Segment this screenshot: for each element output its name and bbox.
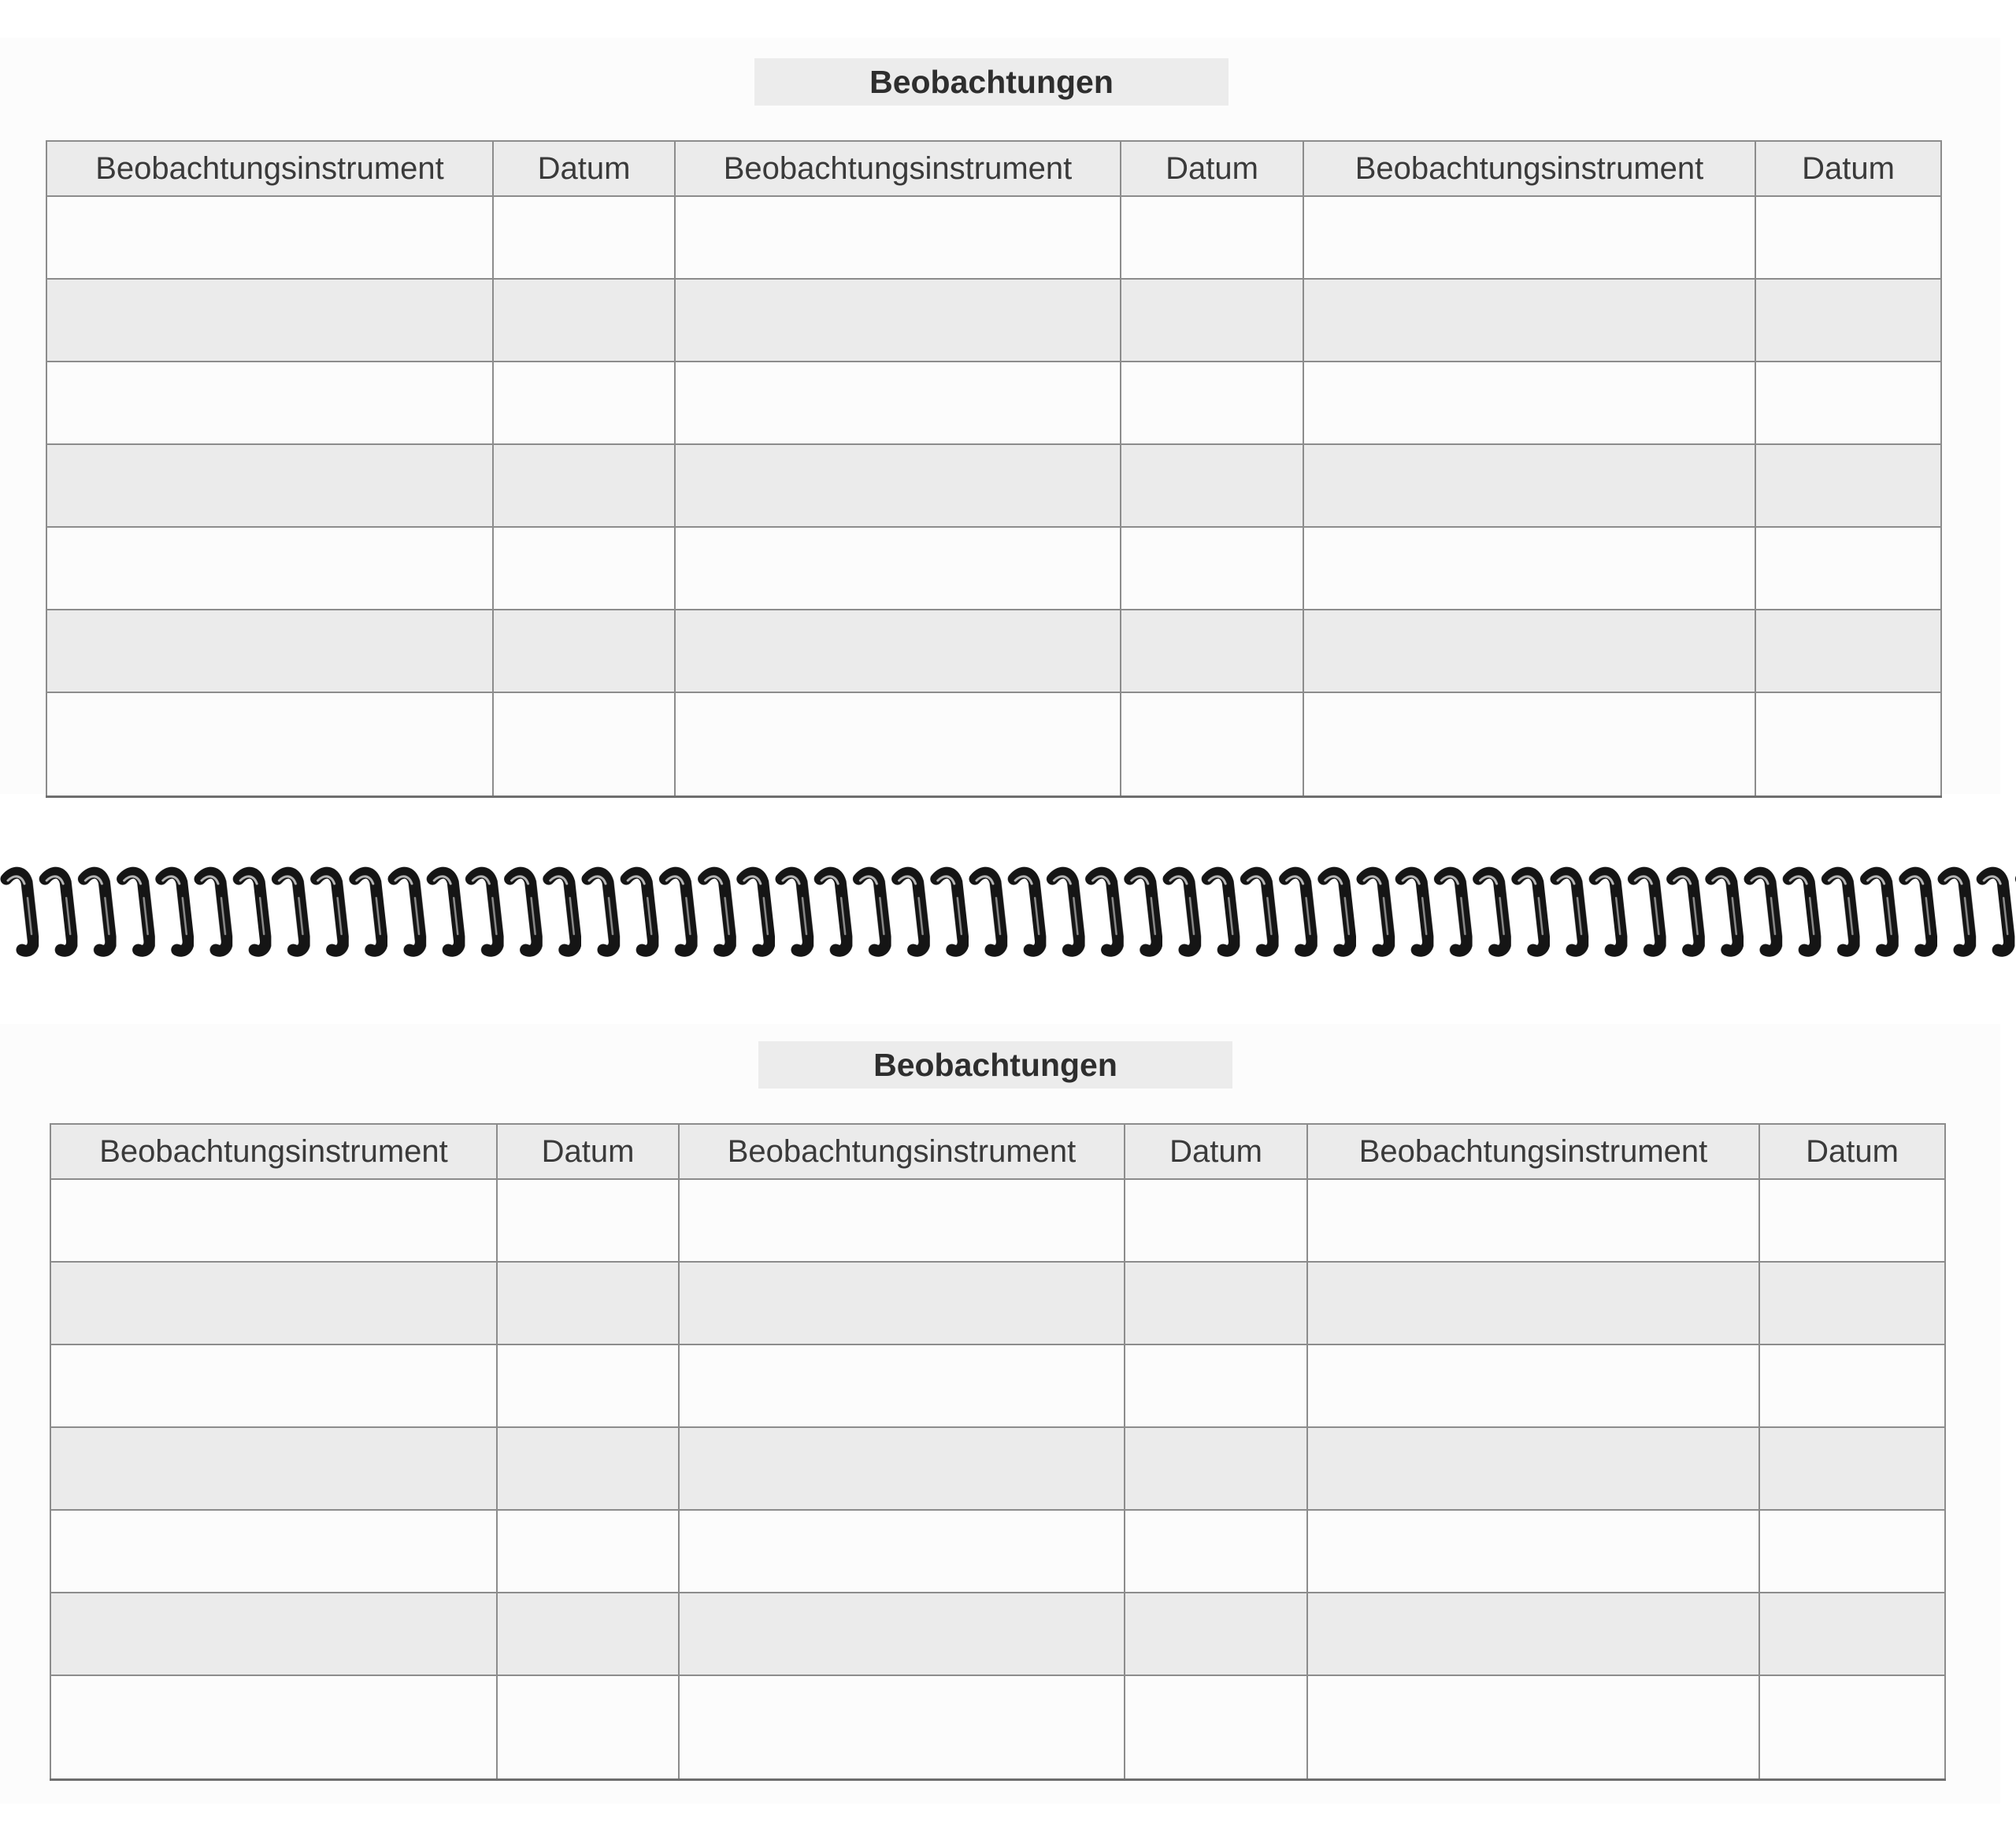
table-header-row <box>46 141 1941 196</box>
column-header-date: Datum <box>497 1124 679 1179</box>
table-row <box>50 1510 1945 1593</box>
date-cell[interactable] <box>1755 196 1941 279</box>
date-cell[interactable] <box>1121 196 1303 279</box>
column-header-instrument: Beobachtungsinstrument <box>1307 1124 1759 1179</box>
instrument-cell[interactable] <box>50 1344 497 1427</box>
date-cell[interactable] <box>1125 1593 1307 1675</box>
date-cell[interactable] <box>1125 1179 1307 1262</box>
column-header-date: Datum <box>1759 1124 1945 1179</box>
date-cell[interactable] <box>1125 1427 1307 1510</box>
date-cell[interactable] <box>497 1262 679 1344</box>
date-cell[interactable] <box>497 1593 679 1675</box>
date-cell[interactable] <box>1121 362 1303 444</box>
instrument-cell[interactable] <box>679 1344 1125 1427</box>
instrument-cell[interactable] <box>675 196 1121 279</box>
instrument-cell[interactable] <box>1307 1262 1759 1344</box>
instrument-cell[interactable] <box>46 279 493 362</box>
instrument-cell[interactable] <box>679 1675 1125 1780</box>
date-cell[interactable] <box>1755 444 1941 527</box>
column-header-instrument: Beobachtungsinstrument <box>1303 141 1755 196</box>
date-cell[interactable] <box>1121 527 1303 610</box>
instrument-cell[interactable] <box>1307 1510 1759 1593</box>
observation-sheet-top <box>0 38 2000 794</box>
instrument-cell[interactable] <box>675 362 1121 444</box>
instrument-cell[interactable] <box>675 527 1121 610</box>
instrument-cell[interactable] <box>679 1262 1125 1344</box>
instrument-cell[interactable] <box>1307 1179 1759 1262</box>
instrument-cell[interactable] <box>679 1593 1125 1675</box>
date-cell[interactable] <box>497 1510 679 1593</box>
spiral-binding-icon <box>0 866 2016 961</box>
instrument-cell[interactable] <box>1303 279 1755 362</box>
instrument-cell[interactable] <box>1307 1593 1759 1675</box>
date-cell[interactable] <box>493 362 675 444</box>
date-cell[interactable] <box>1121 444 1303 527</box>
table-row <box>46 527 1941 610</box>
observation-table <box>50 1123 1946 1781</box>
date-cell[interactable] <box>1121 692 1303 797</box>
date-cell[interactable] <box>1755 279 1941 362</box>
date-cell[interactable] <box>1755 610 1941 692</box>
date-cell[interactable] <box>493 444 675 527</box>
date-cell[interactable] <box>493 610 675 692</box>
date-cell[interactable] <box>1755 527 1941 610</box>
column-header-instrument: Beobachtungsinstrument <box>46 141 493 196</box>
instrument-cell[interactable] <box>46 527 493 610</box>
instrument-cell[interactable] <box>50 1675 497 1780</box>
instrument-cell[interactable] <box>675 692 1121 797</box>
date-cell[interactable] <box>1759 1427 1945 1510</box>
instrument-cell[interactable] <box>1307 1427 1759 1510</box>
table-row <box>50 1179 1945 1262</box>
instrument-cell[interactable] <box>679 1179 1125 1262</box>
column-header-instrument: Beobachtungsinstrument <box>50 1124 497 1179</box>
date-cell[interactable] <box>497 1344 679 1427</box>
instrument-cell[interactable] <box>50 1510 497 1593</box>
date-cell[interactable] <box>1125 1510 1307 1593</box>
instrument-cell[interactable] <box>46 196 493 279</box>
instrument-cell[interactable] <box>50 1593 497 1675</box>
table-row <box>50 1675 1945 1780</box>
column-header-instrument: Beobachtungsinstrument <box>675 141 1121 196</box>
instrument-cell[interactable] <box>1303 362 1755 444</box>
instrument-cell[interactable] <box>675 279 1121 362</box>
date-cell[interactable] <box>493 196 675 279</box>
column-header-date: Datum <box>1121 141 1303 196</box>
instrument-cell[interactable] <box>46 692 493 797</box>
instrument-cell[interactable] <box>50 1262 497 1344</box>
instrument-cell[interactable] <box>50 1427 497 1510</box>
date-cell[interactable] <box>1759 1675 1945 1780</box>
table-row <box>46 362 1941 444</box>
date-cell[interactable] <box>1121 279 1303 362</box>
date-cell[interactable] <box>493 692 675 797</box>
date-cell[interactable] <box>1759 1344 1945 1427</box>
instrument-cell[interactable] <box>1303 444 1755 527</box>
instrument-cell[interactable] <box>679 1427 1125 1510</box>
date-cell[interactable] <box>493 527 675 610</box>
date-cell[interactable] <box>1759 1510 1945 1593</box>
date-cell[interactable] <box>1759 1179 1945 1262</box>
instrument-cell[interactable] <box>1303 692 1755 797</box>
date-cell[interactable] <box>497 1427 679 1510</box>
instrument-cell[interactable] <box>46 444 493 527</box>
instrument-cell[interactable] <box>1303 610 1755 692</box>
table-row <box>46 444 1941 527</box>
instrument-cell[interactable] <box>50 1179 497 1262</box>
column-header-date: Datum <box>493 141 675 196</box>
instrument-cell[interactable] <box>1307 1675 1759 1780</box>
observation-table <box>46 140 1942 798</box>
instrument-cell[interactable] <box>46 362 493 444</box>
instrument-cell[interactable] <box>675 444 1121 527</box>
date-cell[interactable] <box>1125 1344 1307 1427</box>
date-cell[interactable] <box>1125 1675 1307 1780</box>
table-row <box>50 1344 1945 1427</box>
instrument-cell[interactable] <box>1307 1344 1759 1427</box>
sheet-title: Beobachtungen <box>758 1041 1232 1089</box>
date-cell[interactable] <box>1755 362 1941 444</box>
date-cell[interactable] <box>1759 1593 1945 1675</box>
instrument-cell[interactable] <box>679 1510 1125 1593</box>
instrument-cell[interactable] <box>1303 527 1755 610</box>
observation-sheet-bottom <box>0 1024 2000 1804</box>
sheet-title: Beobachtungen <box>754 58 1228 106</box>
table-row <box>50 1593 1945 1675</box>
table-header-row <box>50 1124 1945 1179</box>
date-cell[interactable] <box>1121 610 1303 692</box>
date-cell[interactable] <box>493 279 675 362</box>
date-cell[interactable] <box>497 1675 679 1780</box>
table-row <box>50 1427 1945 1510</box>
instrument-cell[interactable] <box>675 610 1121 692</box>
instrument-cell[interactable] <box>46 610 493 692</box>
date-cell[interactable] <box>1125 1262 1307 1344</box>
column-header-date: Datum <box>1125 1124 1307 1179</box>
table-row <box>46 610 1941 692</box>
table-row <box>46 196 1941 279</box>
instrument-cell[interactable] <box>1303 196 1755 279</box>
table-row <box>46 279 1941 362</box>
date-cell[interactable] <box>497 1179 679 1262</box>
date-cell[interactable] <box>1755 692 1941 797</box>
table-row <box>46 692 1941 797</box>
table-row <box>50 1262 1945 1344</box>
column-header-date: Datum <box>1755 141 1941 196</box>
date-cell[interactable] <box>1759 1262 1945 1344</box>
column-header-instrument: Beobachtungsinstrument <box>679 1124 1125 1179</box>
